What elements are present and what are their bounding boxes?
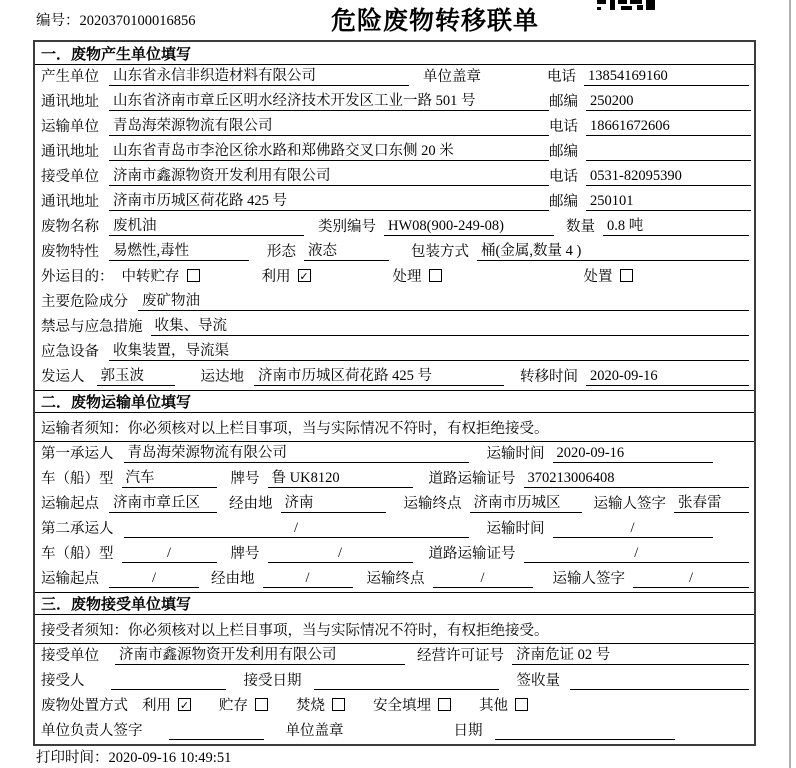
responsible-signature-label: 单位负责人签字 [41,723,143,739]
purpose-option-label: 利用 [261,269,291,285]
print-time [36,746,231,767]
carrier2-signature-label: 运输人签字 [552,571,625,587]
checkbox-icon [429,269,442,282]
transfer-date-label: 转移时间 [520,369,578,385]
receiver-zip-label: 邮编 [549,194,578,210]
producer-address-label: 通讯地址 [41,94,99,110]
route-start-value: 济南市章丘区 [109,491,217,513]
transporter-notice: 运输者须知：你必须核对以上栏目事项，当与实际情况不符时，有权拒绝接受。 [35,413,754,442]
disposal-option-label: 焚烧 [296,698,325,714]
doc-number-value: 2020370100016856 [79,13,196,29]
producer-zip-value: 250200 [586,93,751,111]
receiver-value: 济南市鑫源物资开发利用有限公司 [109,164,549,186]
checkbox-icon [620,269,633,282]
route2-end-value: / [433,570,533,588]
transporter-address-label: 通讯地址 [41,144,99,160]
accepting-unit-row [35,644,754,669]
receiver-address-value: 济南市历城区荷花路 425 号 [109,189,549,211]
emergency-equipment-value: 收集装置，导流渠 [109,339,749,361]
consignor-row [35,365,754,390]
receiver-address-label: 通讯地址 [41,194,99,210]
disposal-option-utilize [142,694,191,715]
emergency-measures-value: 收集、导流 [151,314,750,336]
transport-time2-label: 运输时间 [486,521,545,537]
producer-address-row [35,90,754,115]
receiver-phone-label: 电话 [549,169,578,185]
hazard-components-value: 废矿物油 [138,289,749,311]
transfer-purpose-label: 外运目的： [41,269,114,285]
hazard-components-row [35,290,754,315]
transporter-address-value: 山东省青岛市李沧区徐水路和郑佛路交叉口东侧 20 米 [109,139,549,161]
doc-number-label: 编号： [36,13,80,29]
first-carrier-value: 青岛海荣源物流有限公司 [124,441,469,463]
transporter-zip-value [586,160,751,161]
license-number-label: 经营许可证号 [417,648,504,664]
plate-number2-label: 牌号 [230,546,260,562]
route2-end-label: 运输终点 [366,571,425,587]
vehicle-type-label: 车（船）型 [41,471,114,487]
waste-name-label: 废物名称 [41,219,99,235]
unit-seal-label: 单位盖章 [423,69,481,85]
second-carrier-row [35,517,754,542]
transfer-manifest-form [33,40,756,746]
disposal-option-label: 贮存 [219,698,248,714]
transport-time2-value: / [553,520,713,538]
accepting-unit-value: 济南市鑫源物资开发利用有限公司 [115,643,405,665]
checkbox-icon [255,698,268,711]
unit-seal2-label: 单位盖章 [285,723,344,739]
disposal-method-label: 废物处置方式 [41,698,128,714]
receiver-label: 接受单位 [41,169,99,185]
receiver-phone-value: 0531-82095390 [586,168,751,186]
transporter-address-row [35,140,754,165]
date-value [495,739,675,740]
consignor-label: 发运人 [41,369,85,385]
disposal-option-incinerate [296,694,345,715]
form-state-label: 形态 [267,244,296,260]
producer-phone-label: 电话 [547,69,576,85]
page-title: 危险废物转移联单 [331,8,540,35]
transfer-purpose-row [35,265,754,290]
received-amount-label: 签收量 [516,673,560,689]
route-via-value: 济南 [281,491,386,513]
vehicle-type2-label: 车（船）型 [41,546,114,562]
route-via-label: 经由地 [229,496,273,512]
doc-number [36,9,196,30]
vehicle-type2-value: / [122,545,217,563]
consignor-value: 郭玉波 [97,364,175,386]
checkbox-icon [187,269,200,282]
section-2-header: 二．废物运输单位填写 [35,390,754,413]
carrier2-signature-value: / [633,570,749,588]
transporter-label: 运输单位 [41,119,99,135]
producer-row [35,65,754,90]
purpose-option-treat [393,265,442,286]
accept-date-value [314,689,499,690]
route2-start-value: / [109,570,199,588]
transporter-row [35,115,754,140]
receiver-address-row [35,190,754,215]
disposal-option-label: 其他 [479,698,508,714]
purpose-option-label: 中转贮存 [121,269,180,285]
receiver-row [35,165,754,190]
transporter-phone-value: 18661672606 [586,118,751,136]
road-permit2-label: 道路运输证号 [428,546,516,562]
vehicle-type-row [35,467,754,492]
purpose-option-utilize [262,265,311,286]
print-time-label: 打印时间： [36,750,109,766]
receiver-notice: 接受者须知：你必须核对以上栏目事项，当与实际情况不符时，有权拒绝接受。 [35,615,754,644]
route-start-label: 运输起点 [41,496,99,512]
responsible-signature-value [169,739,264,740]
transfer-date-value: 2020-09-16 [586,368,749,386]
road-permit-value: 370213006408 [524,470,749,488]
route2-row [35,567,754,592]
license-number-value: 济南危证 02 号 [512,643,749,665]
vehicle-type-value: 汽车 [122,466,217,488]
disposal-option-label: 利用 [142,698,171,714]
waste-name-row [35,215,754,240]
category-code-value: HW08(900-249-08) [384,218,554,236]
purpose-option-dispose [584,265,633,286]
section-3-header: 三．废物接受单位填写 [35,592,754,615]
purpose-option-transfer-storage [122,265,200,286]
waste-traits-value: 易燃性,毒性 [109,239,249,261]
checkbox-checked-icon: ✓ [299,270,309,283]
plate-number2-value: / [268,545,413,563]
checkbox-icon [438,698,451,711]
accept-date-label: 接受日期 [243,673,302,689]
route-end-label: 运输终点 [403,496,462,512]
disposal-option-label: 安全填埋 [373,698,431,714]
category-code-label: 类别编号 [318,219,376,235]
packaging-label: 包装方式 [411,244,469,260]
route2-via-label: 经由地 [211,571,255,587]
producer-label: 产生单位 [41,69,99,85]
carrier-signature-label: 运输人签字 [593,496,666,512]
emergency-equipment-label: 应急设备 [41,344,99,360]
waste-name-value: 废机油 [109,214,304,236]
emergency-measures-label: 禁忌与应急措施 [41,319,143,335]
route2-start-label: 运输起点 [41,571,99,587]
page-edge-line [789,0,791,768]
purpose-option-label: 处置 [583,269,613,285]
waste-traits-row [35,240,754,265]
packaging-value: 桶(金属,数量 4 ) [477,239,749,261]
producer-zip-label: 邮编 [549,94,578,110]
emergency-equipment-row [35,340,754,365]
received-amount-value [570,689,749,690]
road-permit2-value: / [524,545,750,563]
form-state-value: 液态 [304,239,389,261]
plate-number-label: 牌号 [230,471,260,487]
checkbox-icon [515,698,528,711]
first-carrier-label: 第一承运人 [41,446,114,462]
producer-value: 山东省永信非织造材料有限公司 [109,64,409,86]
responsible-signature-row [35,719,754,744]
destination-label: 运达地 [200,369,244,385]
disposal-option-landfill [373,694,451,715]
acceptor-label: 接受人 [41,673,85,689]
transporter-zip-label: 邮编 [549,144,578,160]
road-permit-label: 道路运输证号 [428,471,516,487]
checkbox-checked-icon: ✓ [179,699,190,712]
checkbox-icon [332,698,345,711]
purpose-option-label: 处理 [392,269,422,285]
destination-value: 济南市历城区荷花路 425 号 [254,364,504,386]
producer-phone-value: 13854169160 [584,68,749,86]
section-1-header: 一．废物产生单位填写 [35,42,754,65]
quantity-label: 数量 [566,219,595,235]
transport-time-value: 2020-09-16 [553,445,713,463]
second-carrier-label: 第二承运人 [41,521,114,537]
route2-via-value: / [263,570,353,588]
print-time-value: 2020-09-16 10:49:51 [108,750,232,766]
first-carrier-row [35,442,754,467]
disposal-method-row [35,694,754,719]
quantity-value: 0.8 吨 [603,214,749,236]
accepting-unit-label: 接受单位 [41,648,99,664]
route-row [35,492,754,517]
transporter-phone-label: 电话 [549,119,578,135]
carrier-signature-value: 张春雷 [674,491,749,513]
waste-traits-label: 废物特性 [41,244,99,260]
second-carrier-value: / [124,520,469,538]
transport-time-label: 运输时间 [486,446,545,462]
producer-address-value: 山东省济南市章丘区明水经济技术开发区工业一路 501 号 [109,89,549,111]
emergency-measures-row [35,315,754,340]
date-label: 日期 [453,723,483,739]
route-end-value: 济南市历城区 [470,491,582,513]
disposal-option-other [479,694,528,715]
plate-number-value: 鲁 UK8120 [268,466,413,488]
disposal-option-store [219,694,268,715]
receiver-zip-value: 250101 [586,193,751,211]
hazard-components-label: 主要危险成分 [41,294,128,310]
qr-code-fragment-icon [597,0,655,16]
acceptor-row [35,669,754,694]
acceptor-value [111,689,226,690]
transporter-value: 青岛海荣源物流有限公司 [109,114,549,136]
vehicle-type2-row [35,542,754,567]
